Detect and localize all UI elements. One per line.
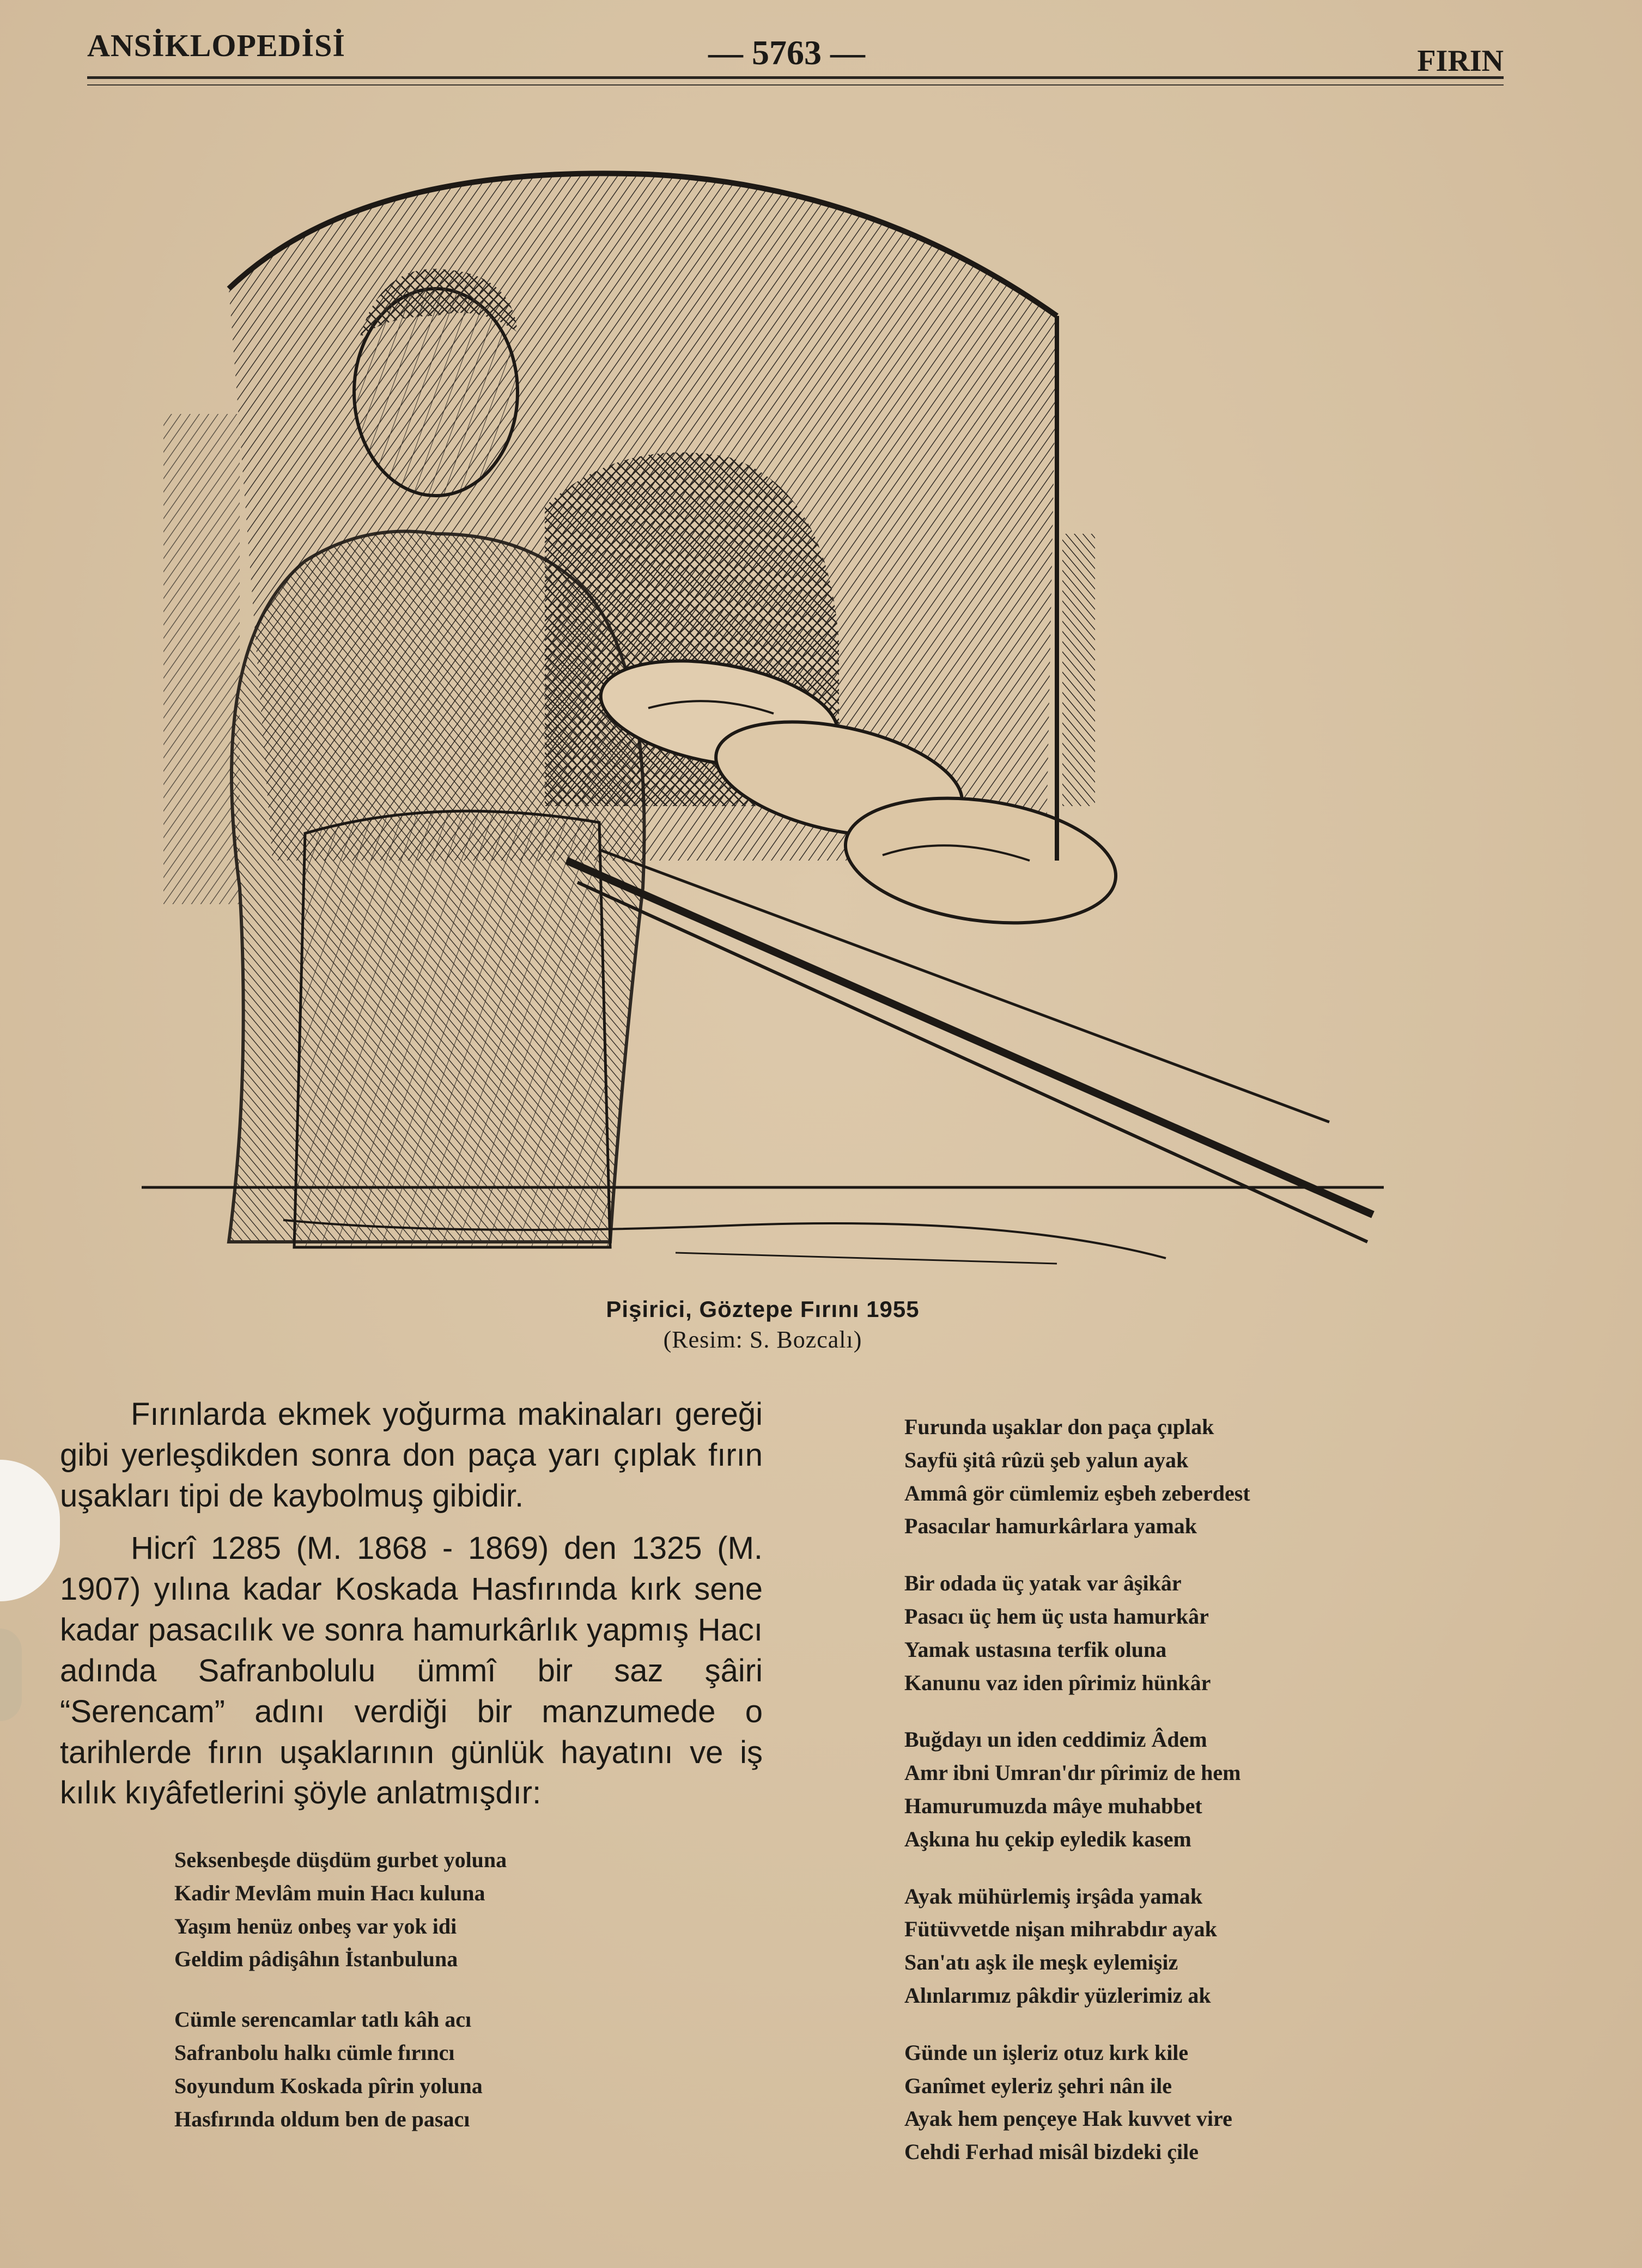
verse-line: Pasacı üç hem üç usta hamurkâr bbox=[904, 1604, 1209, 1629]
verse-line: Geldim pâdişâhın İstanbuluna bbox=[174, 1947, 458, 1972]
stanza bbox=[904, 2037, 1449, 2169]
verse-line: Günde un işleriz otuz kırk kile bbox=[904, 2040, 1189, 2065]
caption-credit: (Resim: S. Bozcalı) bbox=[663, 1326, 862, 1353]
page-tear-small bbox=[0, 1629, 22, 1721]
verse-line: Yamak ustasına terfik oluna bbox=[904, 1637, 1167, 1662]
header-entry-title: FIRIN bbox=[1417, 44, 1504, 78]
verse-line: Cümle serencamlar tatlı kâh acı bbox=[174, 2007, 472, 2032]
header-rule bbox=[87, 76, 1504, 79]
stanza bbox=[904, 1880, 1449, 2013]
verse-line: Pasacılar hamurkârlara yamak bbox=[904, 1514, 1197, 1539]
verse-line: Yaşım henüz onbeş var yok idi bbox=[174, 1913, 457, 1938]
verse-line: Bir odada üç yatak var âşikâr bbox=[904, 1571, 1182, 1596]
page-tear bbox=[0, 1460, 60, 1601]
stanza bbox=[904, 1567, 1449, 1699]
stanza bbox=[174, 2003, 665, 2136]
verse-line: Hamurumuzda mâye muhabbet bbox=[904, 1793, 1202, 1818]
stanza bbox=[904, 1723, 1449, 1856]
baker-illustration bbox=[131, 153, 1395, 1285]
verse-line: Aşkına hu çekip eyledik kasem bbox=[904, 1826, 1191, 1851]
verse-line: Ammâ gör cümlemiz eşbeh zeberdest bbox=[904, 1480, 1250, 1505]
verse-line: Safranbolu halkı cümle fırıncı bbox=[174, 2040, 455, 2065]
verse-line: Ganîmet eyleriz şehri nân ile bbox=[904, 2073, 1172, 2098]
page-header bbox=[87, 22, 1504, 98]
verse-line: Cehdi Ferhad misâl bizdeki çile bbox=[904, 2139, 1199, 2165]
paragraph: Hicrî 1285 (M. 1868 - 1869) den 1325 (M. 1907) yılına kadar Koskada Hasfırında kırk sene kadar pasacılık ve sonra hamurkârlık yapmış Hacı adında Safranbolulu ümmî bir saz şâiri “Serencam” adını verdiği bir manzumede o tarihlerde fırın uşaklarının günlük hayatını ve iş kılık kıyâfetlerini şöyle anlatmışdır: bbox=[60, 1531, 763, 1811]
header-rule-thin bbox=[87, 84, 1504, 86]
verse-line: Ayak mühürlemiş irşâda yamak bbox=[904, 1883, 1203, 1909]
verse-line: Kanunu vaz iden pîrimiz hünkâr bbox=[904, 1670, 1211, 1695]
poem-left-column bbox=[174, 1844, 665, 2163]
poem-right-column bbox=[904, 1411, 1449, 2193]
verse-line: Amr ibni Umran'dır pîrimiz de hem bbox=[904, 1760, 1241, 1785]
caption-title: Pişirici, Göztepe Fırını 1955 bbox=[606, 1296, 920, 1322]
verse-line: Furunda uşaklar don paça çıplak bbox=[904, 1415, 1214, 1439]
verse-line: Sayfü şitâ rûzü şeb yalun ayak bbox=[904, 1447, 1189, 1472]
verse-line: Buğdayı un iden ceddimiz Âdem bbox=[904, 1727, 1207, 1752]
article-text bbox=[60, 1394, 763, 1826]
verse-line: Fütüvvetde nişan mihrabdır ayak bbox=[904, 1917, 1217, 1942]
verse-line: Soyundum Koskada pîrin yoluna bbox=[174, 2073, 483, 2098]
verse-line: Kadir Mevlâm muin Hacı kuluna bbox=[174, 1880, 485, 1905]
page-number: — 5763 — bbox=[708, 33, 865, 72]
illustration-caption bbox=[490, 1296, 1035, 1354]
paragraph: Fırınlarda ekmek yoğurma makinaları gereği gibi yerleşdikden sonra don paça yarı çıplak fırın uşakları tipi de kaybolmuş gibidir. bbox=[60, 1397, 763, 1514]
stanza bbox=[904, 1411, 1449, 1543]
verse-line: Hasfırında oldum ben de pasacı bbox=[174, 2106, 470, 2131]
verse-line: Seksenbeşde düşdüm gurbet yoluna bbox=[174, 1848, 507, 1872]
header-section-title: ANSİKLOPEDİSİ bbox=[87, 28, 345, 63]
verse-line: Ayak hem pençeye Hak kuvvet vire bbox=[904, 2106, 1232, 2131]
verse-line: San'atı aşk ile meşk eylemişiz bbox=[904, 1950, 1178, 1975]
verse-line: Alınlarımız pâkdir yüzlerimiz ak bbox=[904, 1983, 1211, 2008]
stanza bbox=[174, 1844, 665, 1976]
